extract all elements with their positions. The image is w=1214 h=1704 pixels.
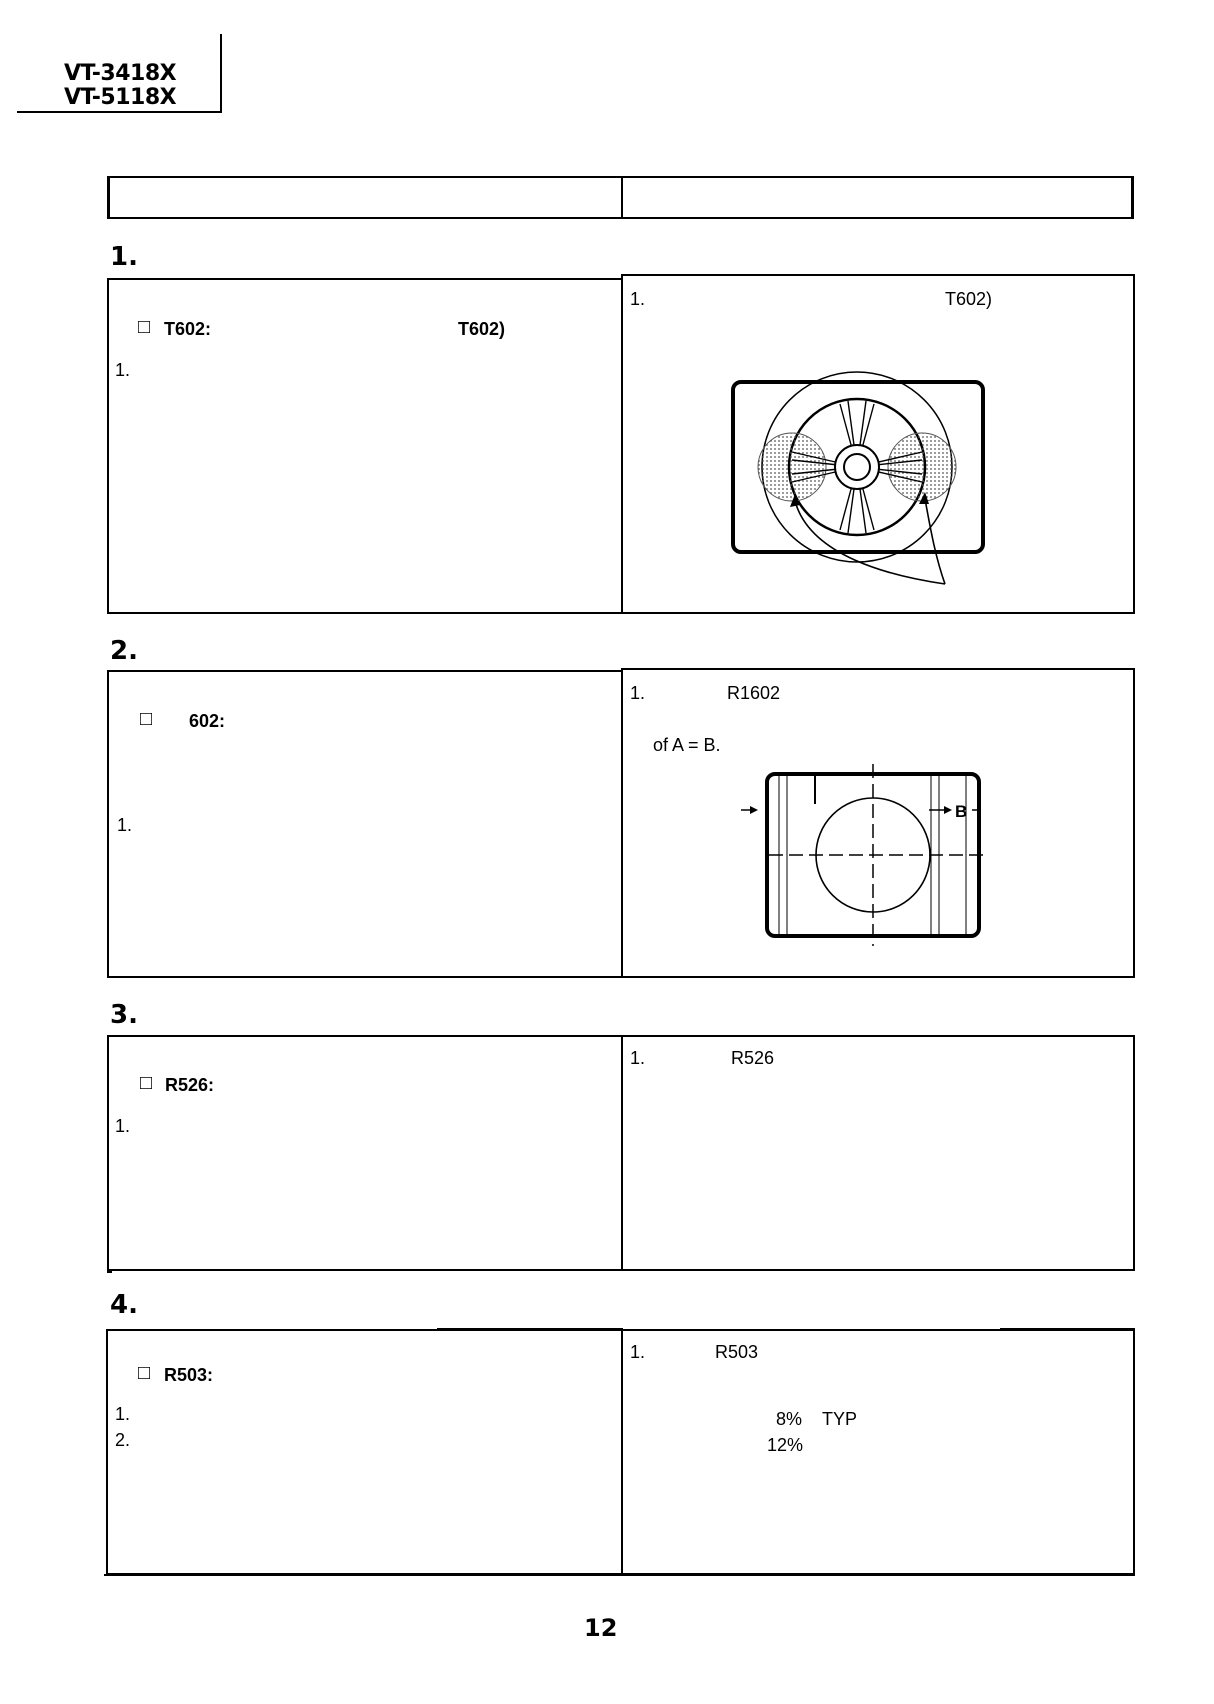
checkbox-icon[interactable]: □: [140, 708, 153, 730]
step-number: 1.: [115, 360, 131, 380]
step-number: 1.: [630, 1048, 646, 1068]
checkbox-icon[interactable]: □: [138, 1362, 151, 1384]
step-number: 1.: [630, 1342, 646, 1362]
section-number-3: 3.: [110, 1000, 138, 1030]
header-divider-horizontal: [17, 111, 222, 113]
title-row-left: [107, 176, 623, 219]
page-number: 12: [584, 1614, 618, 1642]
step-number: 1.: [117, 815, 133, 835]
item-label-t602-suffix: T602): [458, 319, 506, 339]
step-text-t602: T602): [945, 289, 993, 309]
section-3-right-panel: [621, 1035, 1135, 1271]
model-number-1: VT-3418X: [64, 61, 177, 86]
step-part-r1602: R1602: [727, 683, 781, 703]
item-label-r503: R503:: [164, 1365, 214, 1385]
section-number-2: 2.: [110, 636, 138, 666]
step-number: 1.: [630, 289, 646, 309]
step-number: 2.: [115, 1430, 131, 1450]
thick-rule-right: [1000, 1328, 1135, 1331]
width-adjustment-figure: [736, 762, 996, 952]
checkbox-icon[interactable]: □: [140, 1072, 153, 1094]
value-typ: TYP: [822, 1409, 858, 1429]
header-divider-vertical: [220, 34, 222, 112]
thick-rule-left: [437, 1328, 623, 1331]
step-number: 1.: [115, 1116, 131, 1136]
step-number: 1.: [630, 683, 646, 703]
model-number-2: VT-5118X: [64, 85, 177, 110]
section-number-1: 1.: [110, 242, 138, 272]
figure-label-b: B: [955, 802, 968, 821]
value-12-percent: 12%: [767, 1435, 804, 1455]
section-number-4: 4.: [110, 1290, 138, 1320]
step-number: 1.: [115, 1404, 131, 1424]
title-row-right: [621, 176, 1134, 219]
bottom-rule: [104, 1574, 1135, 1576]
section-4-right-panel: [621, 1329, 1135, 1575]
checkbox-icon[interactable]: □: [138, 316, 151, 338]
convergence-pattern-figure: [730, 376, 990, 586]
corner-mark: [107, 1270, 112, 1273]
item-label-r526: R526:: [165, 1075, 215, 1095]
value-8-percent: 8%: [776, 1409, 803, 1429]
step-part-r526: R526: [731, 1048, 775, 1068]
section-3-left-panel: [107, 1035, 623, 1271]
step-part-r503: R503: [715, 1342, 759, 1362]
item-label-t602: T602:: [164, 319, 212, 339]
item-label-602: 602:: [189, 711, 226, 731]
section-2-left-panel: [107, 670, 623, 978]
step-note: of A = B.: [653, 735, 721, 755]
